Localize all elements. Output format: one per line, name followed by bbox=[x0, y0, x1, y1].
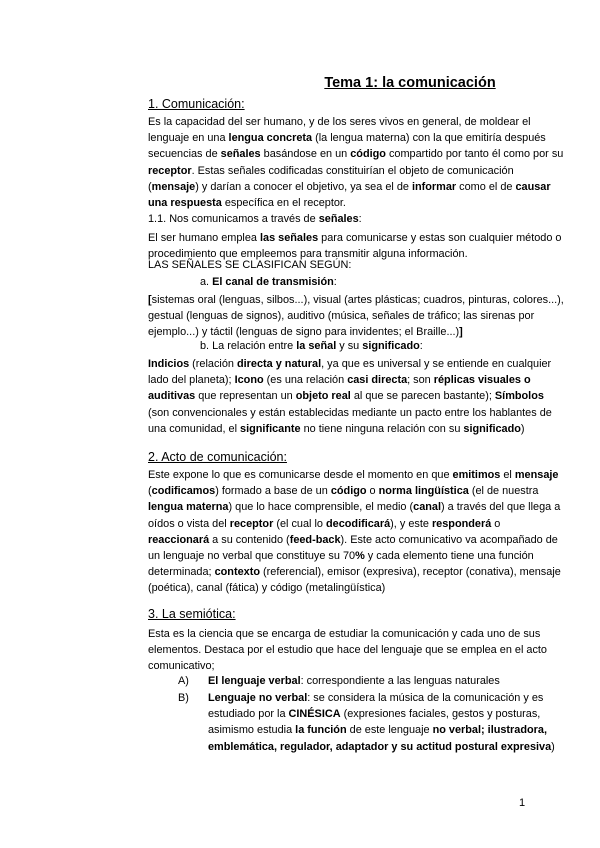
bold-term: Indicios bbox=[148, 358, 190, 370]
section-3-paragraph: Esta es la ciencia que se encarga de estudiar la comunicación y cada uno de sus elementos. Destaca por el estudio que hace del lenguaje que se emplea en el acto comunicativo; bbox=[148, 628, 547, 673]
section-1-paragraph-2: El ser humano emplea las señales para comunicarse y estas son cualquier método o procedimiento que empleemos para transmitir alguna información. bbox=[148, 232, 562, 261]
bold-term: las señales bbox=[260, 232, 319, 244]
criterion-b-paragraph: Indicios (relación directa y natural, ya que es universal y se entiende en cualquier lado del planeta); Icono (es una relación casi directa; son réplicas visuales o auditivas que representan un objeto real al que se parecen bastante); Símbolos (son convencionales y están establecidas mediante un pacto entre los hablantes de una comunidad, el significante no tiene ninguna relación con su significado) bbox=[148, 358, 552, 435]
section-3-heading: 3. La semiótica: bbox=[148, 607, 236, 621]
list-marker: B) bbox=[178, 692, 189, 704]
bold-term: norma lingüística bbox=[378, 485, 469, 498]
bold-term: mensaje bbox=[514, 469, 559, 481]
list-item-text: Lenguaje no verbal: se considera la música de la comunicación y es estudiado por la CINÉSICA (expresiones faciales, gestos y posturas, asimismo estudia la función de este lenguaje no verbal; ilustradora, emblemática, regulador, adaptador y su actitud postural expresiva) bbox=[208, 692, 555, 753]
bold-term: código bbox=[330, 485, 367, 498]
bold-term: % bbox=[355, 550, 365, 563]
bold-term: señales bbox=[318, 213, 359, 225]
bold-term: contexto bbox=[214, 566, 260, 579]
section-1-heading: 1. Comunicación: bbox=[148, 97, 245, 111]
bold-term: causar una respuesta bbox=[148, 180, 551, 210]
list-marker: A) bbox=[178, 675, 189, 687]
bold-term: informar bbox=[411, 180, 457, 193]
bold-term: codificamos bbox=[151, 485, 216, 498]
bold-term: no verbal; ilustradora, emblemática, regulador, adaptador y su actitud postural expresiva bbox=[208, 724, 552, 753]
bold-term: réplicas visuales o auditivas bbox=[148, 374, 531, 403]
bold-term: receptor bbox=[148, 164, 192, 177]
document-title: Tema 1: la comunicación bbox=[324, 75, 496, 91]
bold-term: CINÉSICA bbox=[288, 708, 341, 721]
page-number: 1 bbox=[519, 797, 526, 809]
bold-term: receptor bbox=[229, 517, 274, 530]
bold-term: casi directa bbox=[347, 374, 408, 387]
bold-term: canal bbox=[413, 501, 441, 514]
criterion-b: b. La relación entre la señal y su significado: bbox=[200, 340, 423, 352]
bold-term: significado bbox=[362, 340, 420, 352]
criterion-a-paragraph: [sistemas oral (lenguas, silbos...), visual (artes plásticas; cuadros, pinturas, colores...), gestual (lenguas de signos), auditivo (música, señales de tráfico; las sirenas por ejemplo...) y táctil (lenguas de signo para invidentes; el Braille...)] bbox=[148, 294, 564, 339]
bold-term: emitimos bbox=[452, 469, 501, 481]
bold-term: lengua concreta bbox=[228, 132, 313, 145]
bold-term: significado bbox=[463, 422, 521, 435]
bold-term: feed-back bbox=[289, 533, 341, 546]
bold-term: señales bbox=[220, 148, 261, 161]
bold-term: decodificará bbox=[326, 517, 391, 530]
bold-term: mensaje bbox=[151, 180, 196, 193]
bold-term: Lenguaje no verbal bbox=[208, 692, 308, 704]
subsection-1-1: 1.1. Nos comunicamos a través de señales: bbox=[148, 213, 362, 225]
bold-term: El canal de transmisión bbox=[212, 276, 334, 288]
bold-term: lengua materna bbox=[148, 501, 229, 514]
bold-term: código bbox=[350, 148, 386, 161]
bold-term: objeto real bbox=[295, 390, 351, 403]
section-2-paragraph: Este expone lo que es comunicarse desde el momento en que emitimos el mensaje (codificamos) formado a base de un código o norma lingüística (el de nuestra lengua materna) que lo hace comprensible, el medio (canal) a través del que llega a oídos o vista del receptor (el cual lo decodificará), y este responderá o reaccionará a su contenido (feed-back). Este acto comunicativo va acompañado de un lenguaje no verbal que constituye su 70% y cada elemento tiene una función determinada; contexto (referencial), emisor (expresiva), receptor (conativa), mensaje (poética), canal (fática) y código (metalingüística) bbox=[148, 469, 561, 595]
bold-term: El lenguaje verbal bbox=[208, 675, 301, 687]
bold-term: Icono bbox=[234, 374, 264, 387]
bold-term: la señal bbox=[296, 340, 337, 352]
bold-term: ] bbox=[459, 326, 463, 339]
bold-term: significante bbox=[240, 422, 301, 435]
criterion-a: a. El canal de transmisión: bbox=[200, 276, 337, 288]
section-1-paragraph: Es la capacidad del ser humano, y de los seres vivos en general, de moldear el lenguaje en una lengua concreta (la lengua materna) con la que emitiría después secuencias de señales basándose en un código compartido por tanto él como por su receptor. Estas señales codificadas constituirían el objeto de comunicación (mensaje) y darían a conocer el objetivo, ya sea el de informar como el de causar una respuesta específica en el receptor. bbox=[148, 116, 564, 210]
classification-heading: LAS SEÑALES SE CLASIFICAN SEGÚN: bbox=[148, 259, 352, 271]
bold-term: responderá bbox=[431, 517, 492, 530]
bold-term: Símbolos bbox=[494, 390, 544, 403]
list-item-text: El lenguaje verbal: correspondiente a las lenguas naturales bbox=[208, 675, 500, 687]
bold-term: reaccionará bbox=[148, 533, 210, 546]
bold-term: directa y natural bbox=[236, 358, 322, 370]
section-2-heading: 2. Acto de comunicación: bbox=[148, 450, 287, 464]
bold-term: la función bbox=[295, 724, 347, 737]
bold-term: [ bbox=[148, 294, 152, 306]
